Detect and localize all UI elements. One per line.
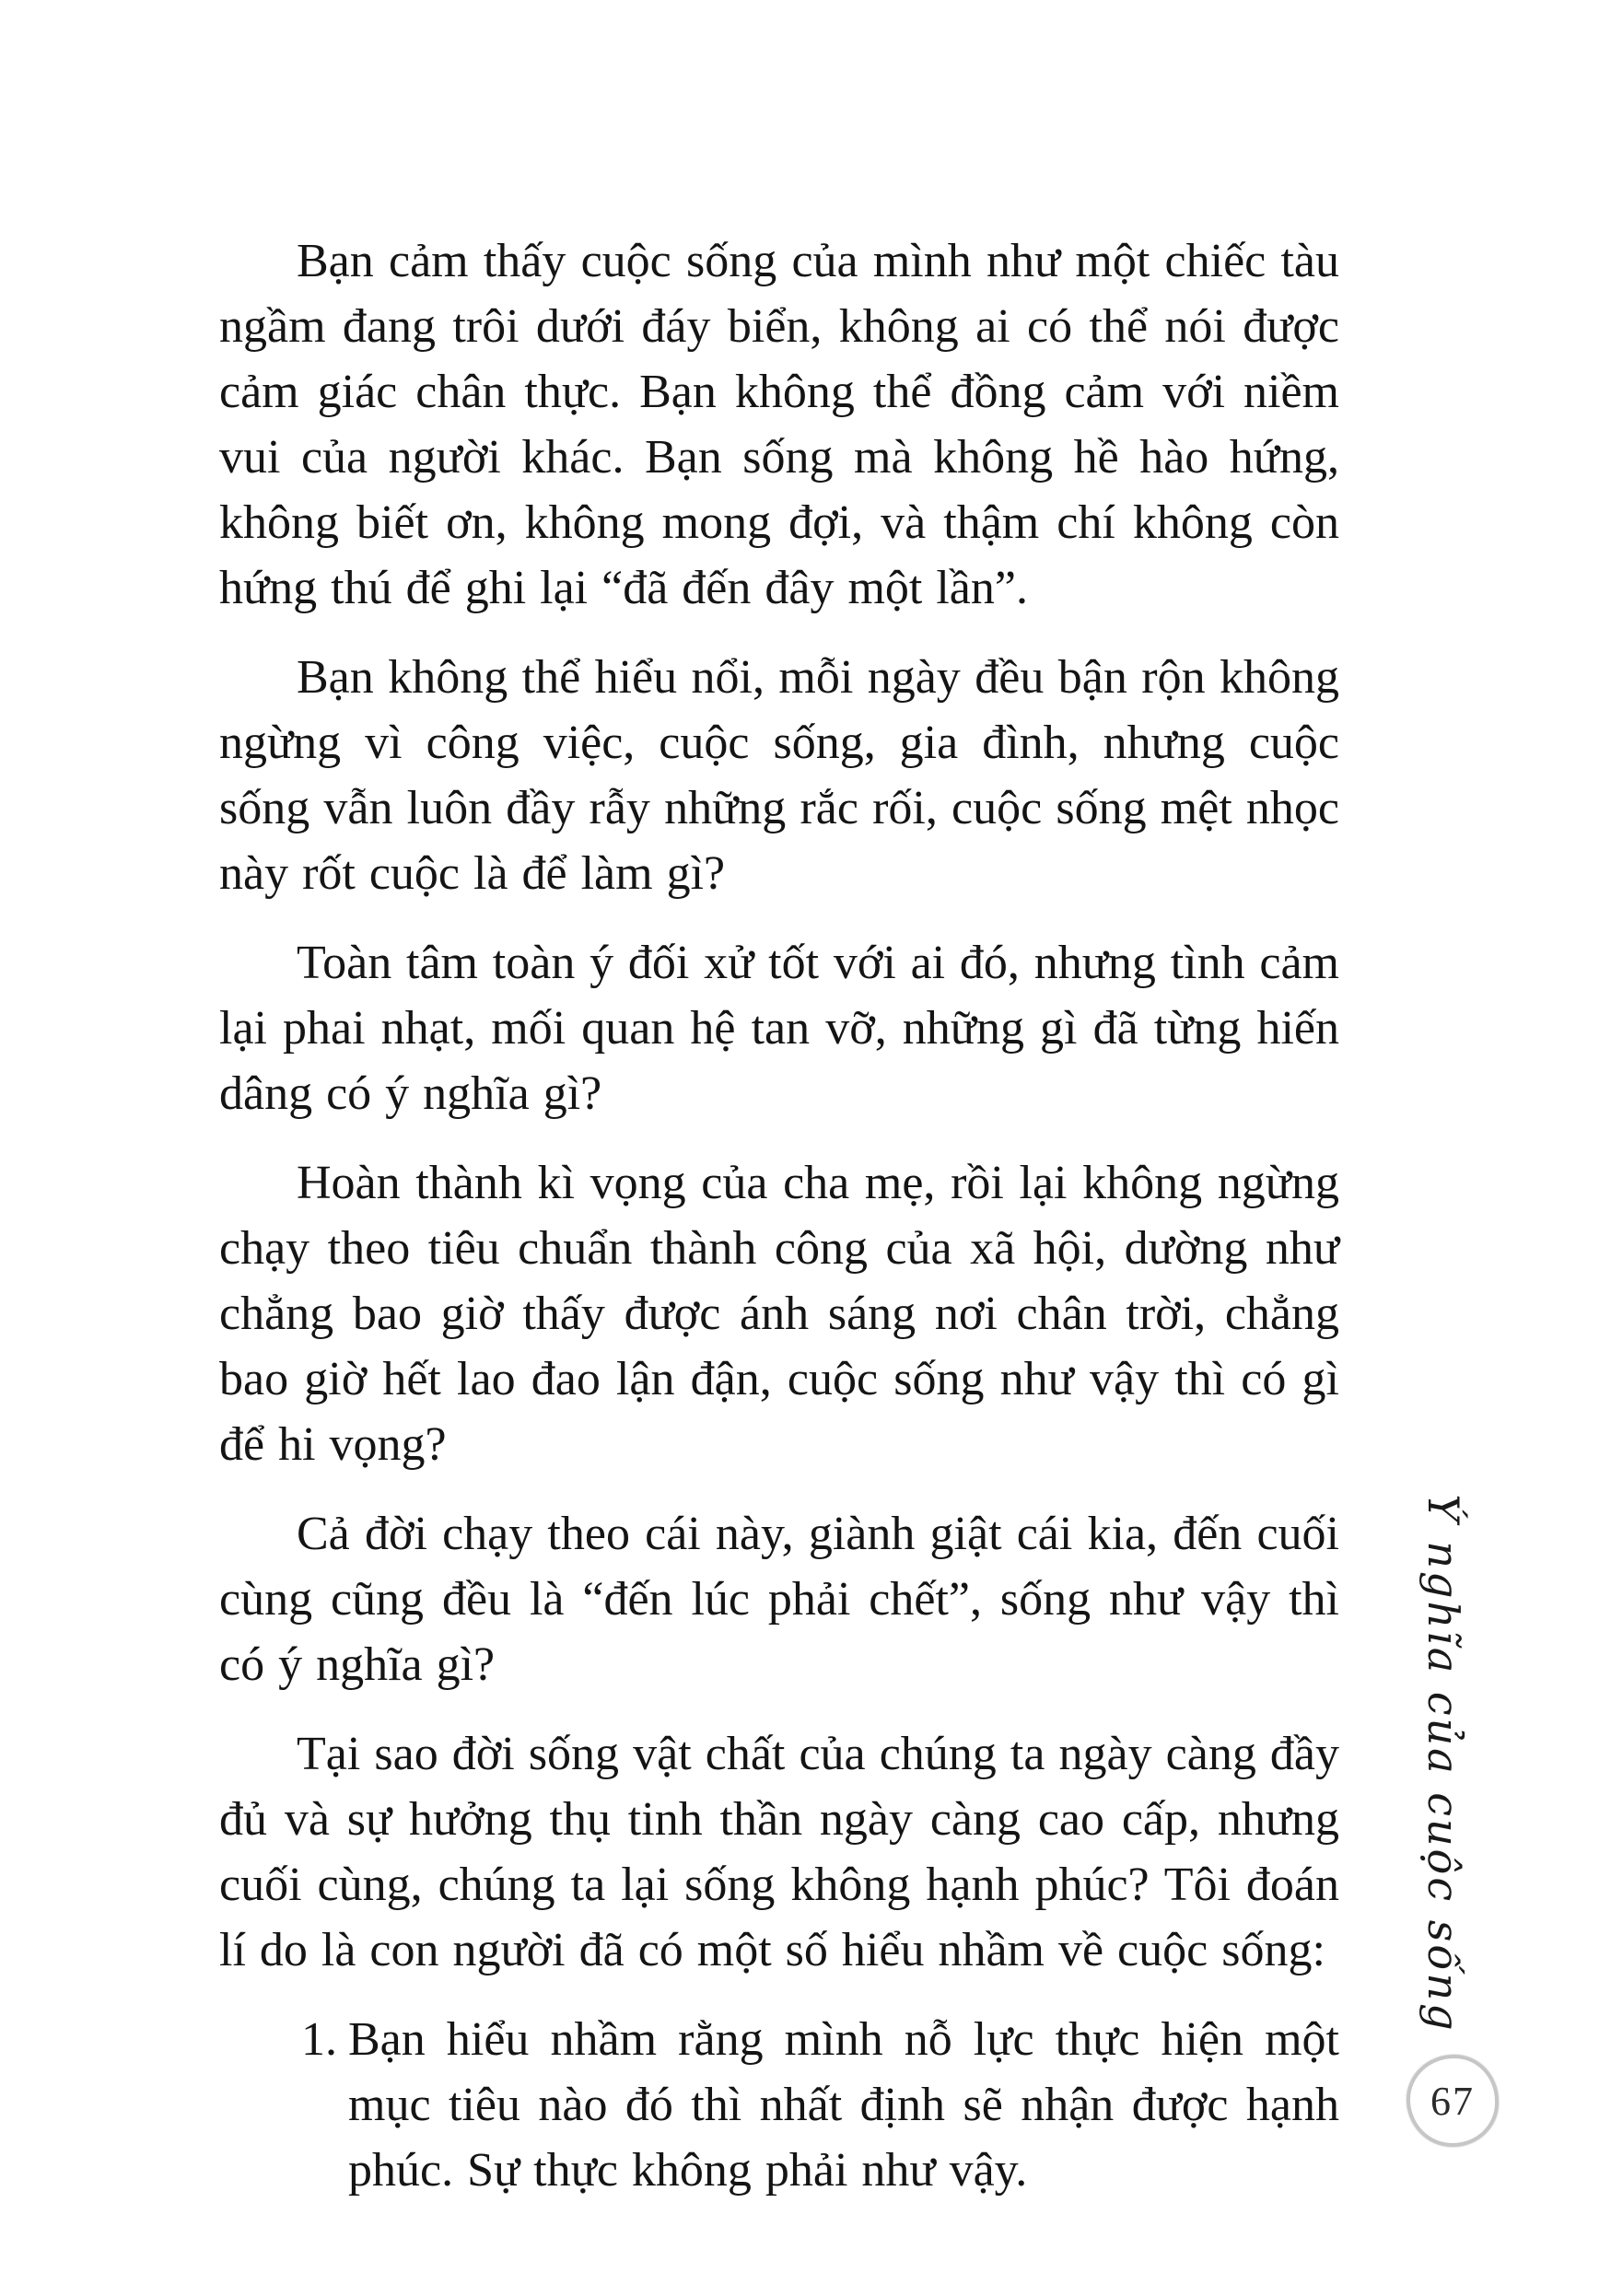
paragraph: Cả đời chạy theo cái này, giành giật cái kia, đến cuối cùng cũng đều là “đến lúc phải chết”, sống như vậy thì có ý nghĩa gì? [219, 1508, 1339, 1691]
paragraph: Bạn cảm thấy cuộc sống của mình như một chiếc tàu ngầm đang trôi dưới đáy biển, không ai có thể nói được cảm giác chân thực. Bạn không thể đồng cảm với niềm vui của người khác. Bạn sống mà không hề hào hứng, không biết ơn, không mong đợi, và thậm chí không còn hứng thú để ghi lại “đã đến đây một lần”. [219, 235, 1339, 614]
list-item [301, 2007, 1339, 2203]
chapter-title-vertical: Ý nghĩa của cuộc sống [1418, 1494, 1468, 2034]
page-number-badge [1407, 2055, 1499, 2147]
list-item-text: Bạn hiểu nhầm rằng mình nỗ lực thực hiện một mục tiêu nào đó thì nhất định sẽ nhận được hạnh phúc. Sự thực không phải như vậy. [348, 2013, 1339, 2197]
page-text-block [219, 228, 1339, 2203]
paragraph: Toàn tâm toàn ý đối xử tốt với ai đó, nhưng tình cảm lại phai nhạt, mối quan hệ tan vỡ, những gì đã từng hiến dâng có ý nghĩa gì? [219, 937, 1339, 1120]
list-item-number: 1. [301, 2013, 337, 2066]
paragraph: Bạn không thể hiểu nổi, mỗi ngày đều bận rộn không ngừng vì công việc, cuộc sống, gia đình, nhưng cuộc sống vẫn luôn đầy rẫy những rắc rối, cuộc sống mệt nhọc này rốt cuộc là để làm gì? [219, 651, 1339, 900]
paragraph: Tại sao đời sống vật chất của chúng ta ngày càng đầy đủ và sự hưởng thụ tinh thần ngày càng cao cấp, nhưng cuối cùng, chúng ta lại sống không hạnh phúc? Tôi đoán lí do là con người đã có một số hiểu nhầm về cuộc sống: [219, 1728, 1339, 1976]
numbered-list [219, 2007, 1339, 2203]
paragraph: Hoàn thành kì vọng của cha mẹ, rồi lại không ngừng chạy theo tiêu chuẩn thành công của xã hội, dường như chẳng bao giờ thấy được ánh sáng nơi chân trời, chẳng bao giờ hết lao đao lận đận, cuộc sống như vậy thì có gì để hi vọng? [219, 1157, 1339, 1471]
page-number: 67 [1430, 2078, 1475, 2124]
